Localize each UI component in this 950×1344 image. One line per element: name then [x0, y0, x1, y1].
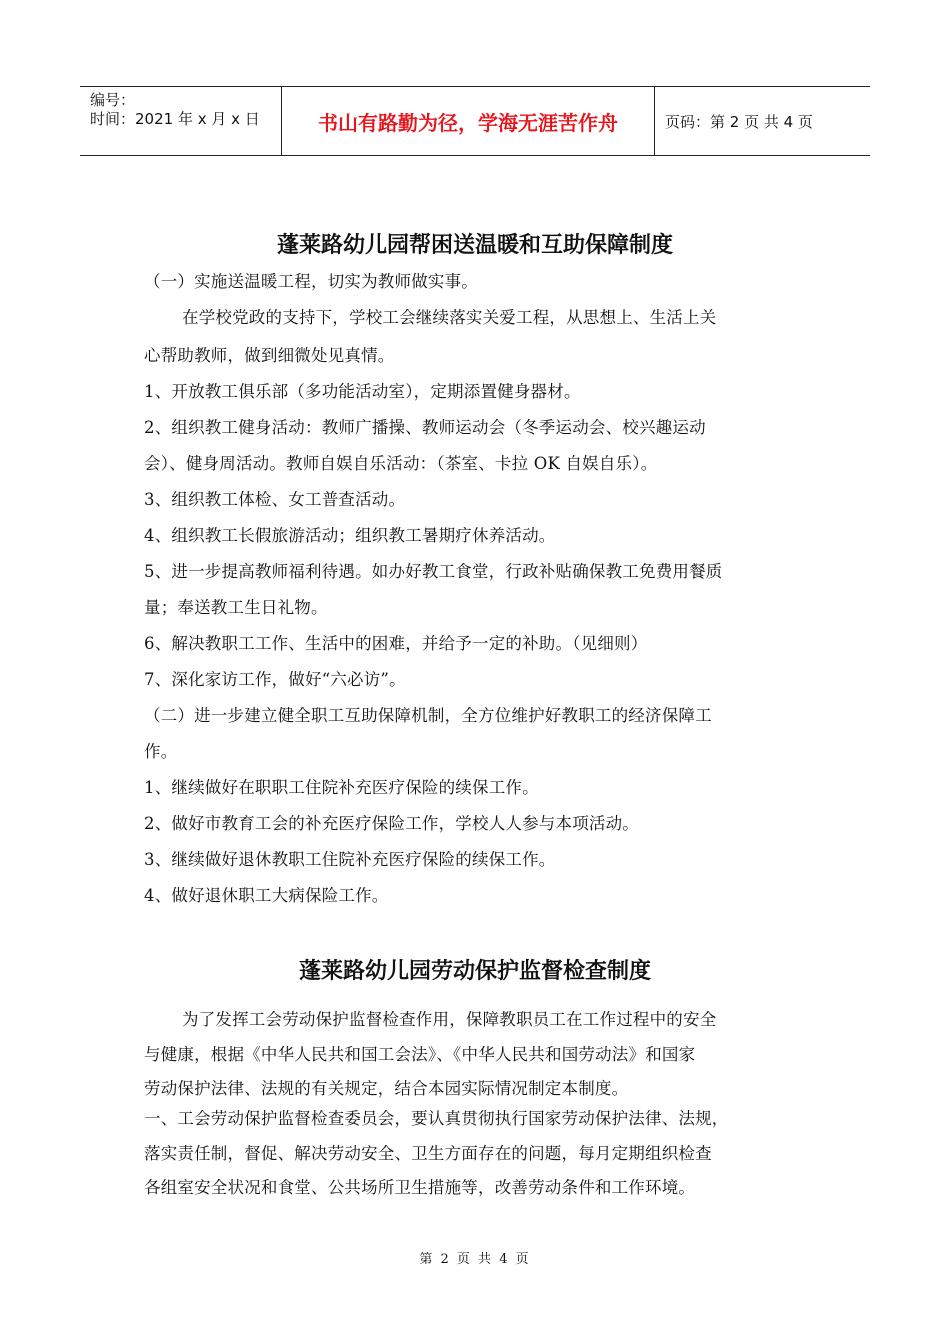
- s1-line: 会）、健身周活动。教师自娱自乐活动：（茶室、卡拉 OK 自娱自乐）。: [144, 454, 658, 473]
- s1-line: 量；奉送教工生日礼物。: [144, 598, 328, 617]
- s1-line: 1、继续做好在职职工住院补充医疗保险的续保工作。: [144, 778, 539, 797]
- s1-line: 2、组织教工健身活动：教师广播操、教师运动会（冬季运动会、校兴趣运动: [144, 418, 706, 437]
- s1-line: 5、进一步提高教师福利待遇。如办好教工食堂，行政补贴确保教工免费用餐质: [144, 562, 723, 581]
- s1-line: 7、深化家访工作，做好“六必访”。: [144, 670, 406, 689]
- s1-line: 4、做好退休职工大病保险工作。: [144, 886, 389, 905]
- section2-title: 蓬莱路幼儿园劳动保护监督检查制度: [298, 959, 651, 984]
- s1-line: 心帮助教师，做到细微处见真情。: [144, 346, 395, 365]
- s2-line: 落实责任制，督促、解决劳动安全、卫生方面存在的问题，每月定期组织检查: [144, 1144, 712, 1163]
- header-table: [80, 86, 870, 156]
- s2-line: 劳动保护法律、法规的有关规定，结合本园实际情况制定本制度。: [144, 1079, 629, 1098]
- s2-line: 一、工会劳动保护监督检查委员会，要认真贯彻执行国家劳动保护法律、法规，: [144, 1109, 729, 1128]
- number-label: 编号：: [90, 91, 136, 109]
- header-meta: [80, 87, 281, 155]
- s1-line: 1、开放教工俱乐部（多功能活动室），定期添置健身器材。: [144, 382, 581, 401]
- s2-line: 各组室安全状况和食堂、公共场所卫生措施等，改善劳动条件和工作环境。: [144, 1178, 696, 1197]
- header-motto: 书山有路勤为径，学海无涯苦作舟: [281, 87, 655, 155]
- s1-line: 3、继续做好退休教职工住院补充医疗保险的续保工作。: [144, 850, 556, 869]
- header-page-info: 页码：第 2 页 共 4 页: [665, 112, 813, 131]
- s1-line: 在学校党政的支持下，学校工会继续落实关爱工程，从思想上、生活上关: [182, 308, 717, 327]
- s1-line: 4、组织教工长假旅游活动；组织教工暑期疗休养活动。: [144, 526, 556, 545]
- s1-line: 3、组织教工体检、女工普查活动。: [144, 490, 406, 509]
- s2-line: 与健康，根据《中华人民共和国工会法》、《中华人民共和国劳动法》和国家: [144, 1045, 696, 1064]
- s1-line: 6、解决教职工工作、生活中的困难，并给予一定的补助。（见细则）: [144, 634, 648, 653]
- page-footer: 第 2 页 共 4 页: [419, 1252, 531, 1267]
- s1-line: 作。: [144, 742, 178, 761]
- section1-title: 蓬莱路幼儿园帮困送温暖和互助保障制度: [276, 233, 673, 258]
- s1-line: （一）实施送温暖工程，切实为教师做实事。: [144, 272, 478, 291]
- s1-line: 2、做好市教育工会的补充医疗保险工作，学校人人参与本项活动。: [144, 814, 639, 833]
- s1-line: （二）进一步建立健全职工互助保障机制，全方位维护好教职工的经济保障工: [144, 706, 712, 725]
- s2-line: 为了发挥工会劳动保护监督检查作用，保障教职员工在工作过程中的安全: [182, 1010, 717, 1029]
- time-label: 时间：2021 年 x 月 x 日: [90, 110, 260, 128]
